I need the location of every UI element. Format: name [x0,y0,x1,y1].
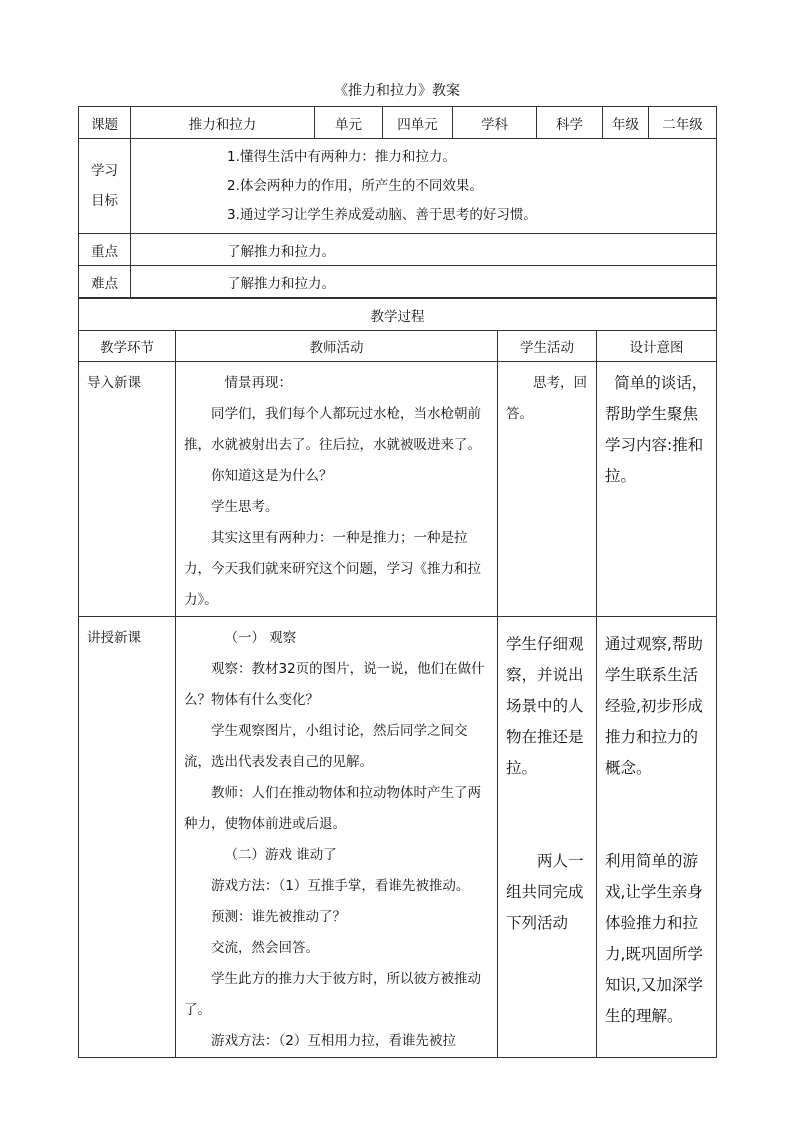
paragraph: （二）游戏 谁动了 [224,847,337,863]
paragraph: 你知道这是为什么？ [211,468,333,484]
topic-row [79,107,717,139]
grade-value: 二年级 [649,107,717,139]
header-teacher: 教师活动 [176,331,498,362]
document-title: 《推力和拉力》教案 [334,83,460,99]
teach-student-activity [498,617,597,1058]
paragraph: 观察：教材32页的图片，说一说，他们在做什么？物体有什么变化？ [184,661,485,708]
subject-value: 科学 [537,107,603,139]
paragraph: 教师：人们在推动物体和拉动物体时产生了两种力，使物体前进或后退。 [184,785,481,832]
paragraph: 游戏方法：（2）互相用力拉，看谁先被拉 [211,1033,456,1049]
topic-value: 推力和拉力 [131,107,315,139]
key-label: 重点 [79,234,131,266]
teach-row [79,617,717,1058]
goals-label-line-2: 目标 [91,193,118,209]
goals-row [79,139,717,234]
paragraph: 学生思考。 [211,499,279,515]
intro-row [79,362,717,617]
teach-teacher-activity [176,617,498,1058]
key-row [79,234,717,266]
paragraph: 预测：谁先被推动了？ [211,909,346,925]
subject-label: 学科 [453,107,537,139]
header-purpose: 设计意图 [597,331,717,362]
teaching-process-table [78,298,717,1058]
process-title: 教学过程 [79,299,717,331]
paragraph: 学生仔细观察，并说出场景中的人物在推还是拉。 [506,635,584,777]
paragraph: 其实这里有两种力：一种是推力；一种是拉力，今天我们就来研究这个问题，学习《推力和拉力》。 [184,530,481,608]
process-header-row [79,331,717,362]
grade-label: 年级 [603,107,649,139]
goal-item: 1.懂得生活中有两种力：推力和拉力。 [227,149,456,165]
intro-stage-label: 导入新课 [87,375,141,391]
topic-label: 课题 [79,107,131,139]
process-title-row [79,299,717,331]
paragraph: 情景再现： [224,375,292,391]
unit-value: 四单元 [383,107,453,139]
goals-content [131,139,717,234]
header-student: 学生活动 [498,331,597,362]
lesson-info-table [78,106,717,298]
unit-label: 单元 [315,107,383,139]
intro-student-activity [498,362,597,617]
teach-design-purpose [597,617,717,1058]
intro-teacher-activity [176,362,498,617]
header-stage: 教学环节 [79,331,176,362]
paragraph: 学生观察图片，小组讨论，然后同学之间交流，选出代表发表自己的见解。 [184,723,468,770]
teach-stage-label: 讲授新课 [87,630,141,646]
teach-stage [79,617,176,1058]
paragraph: 同学们，我们每个人都玩过水枪，当水枪朝前推，水就被射出去了。往后拉，水就被吸进来了。 [184,406,481,453]
key-value: 了解推力和拉力。 [131,234,717,266]
goals-label-line-1: 学习 [91,163,118,179]
paragraph: 思考，回答。 [506,375,587,422]
goals-label [79,139,131,234]
paragraph: 游戏方法：（1）互推手掌，看谁先被推动。 [211,878,470,894]
intro-stage [79,362,176,617]
intro-design-purpose [597,362,717,617]
difficult-value: 了解推力和拉力。 [131,266,717,298]
goal-item: 2.体会两种力的作用，所产生的不同效果。 [227,178,483,194]
goal-item: 3.通过学习让学生养成爱动脑、善于思考的好习惯。 [227,207,537,223]
paragraph: 通过观察,帮助学生联系生活经验,初步形成推力和拉力的概念。 [605,635,703,777]
paragraph: 利用简单的游戏,让学生亲身体验推力和拉力,既巩固所学知识,又加深学生的理解。 [605,852,703,1025]
paragraph: 学生此方的推力大于彼方时，所以彼方被推动了。 [184,971,481,1018]
paragraph: 交流，然会回答。 [211,940,319,956]
difficult-label: 难点 [79,266,131,298]
difficult-row [79,266,717,298]
paragraph: 两人一组共同完成下列活动 [506,852,584,932]
paragraph: 简单的谈话，帮助学生聚焦学习内容:推和拉。 [605,374,708,485]
paragraph: （一） 观察 [224,630,297,646]
